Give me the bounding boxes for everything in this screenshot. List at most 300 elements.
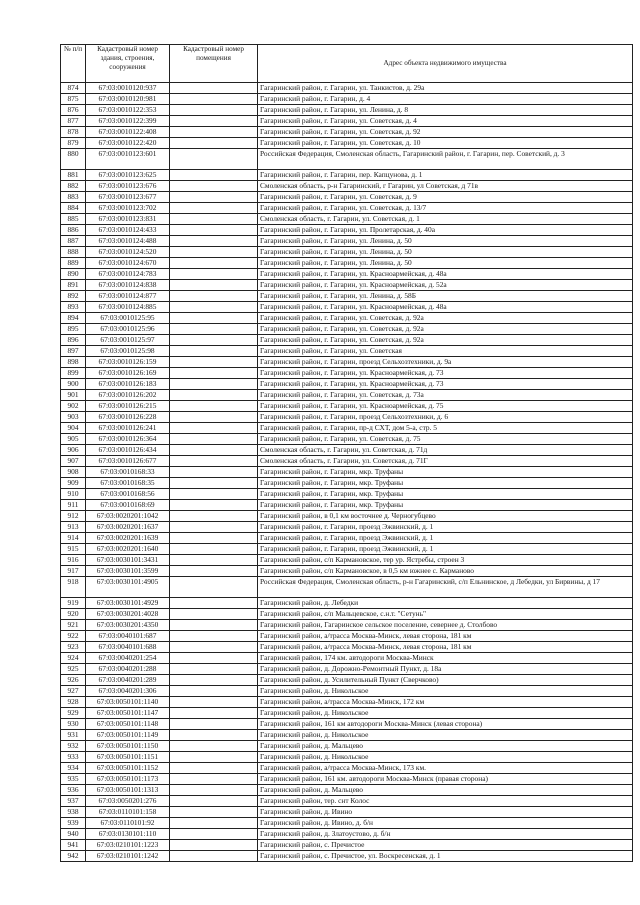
cadastral-building-number: 67:03:0050101:1152 <box>86 763 170 774</box>
table-row <box>61 763 633 774</box>
cadastral-room-number <box>170 500 258 511</box>
row-number: 921 <box>61 620 86 631</box>
cadastral-room-number <box>170 478 258 489</box>
row-number: 895 <box>61 324 86 335</box>
row-number: 883 <box>61 192 86 203</box>
cadastral-room-number <box>170 456 258 467</box>
row-number: 908 <box>61 467 86 478</box>
cadastral-room-number <box>170 203 258 214</box>
property-address: Смоленская область, г. Гагарин, ул. Советская, д. 1 <box>258 214 633 225</box>
property-address: Гагаринский район, г. Гагарин, проезд Эжвинский, д. 1 <box>258 544 633 555</box>
cadastral-building-number: 67:03:0010126:202 <box>86 390 170 401</box>
table-row <box>61 434 633 445</box>
cadastral-room-number <box>170 357 258 368</box>
row-number: 924 <box>61 653 86 664</box>
cadastral-building-number: 67:03:0010120:981 <box>86 94 170 105</box>
row-number: 914 <box>61 533 86 544</box>
table-row <box>61 577 633 598</box>
property-address: Гагаринский район, в 0,1 км восточнее д. Черногубцево <box>258 511 633 522</box>
property-address: Гагаринский район, г. Гагарин, ул. Пролетарская, д. 40а <box>258 225 633 236</box>
cadastral-room-number <box>170 247 258 258</box>
cadastral-room-number <box>170 686 258 697</box>
table-row <box>61 346 633 357</box>
property-address: Гагаринский район, г. Гагарин, ул. Советская, д. 4 <box>258 116 633 127</box>
cadastral-building-number: 67:03:0050101:1151 <box>86 752 170 763</box>
table-row <box>61 236 633 247</box>
property-address: Гагаринский район, г. Гагарин, проезд Сельхозтехники, д. 6 <box>258 412 633 423</box>
table-row <box>61 829 633 840</box>
cadastral-building-number: 67:03:0010124:885 <box>86 302 170 313</box>
row-number: 937 <box>61 796 86 807</box>
table-row <box>61 851 633 862</box>
cadastral-building-number: 67:03:0010125:96 <box>86 324 170 335</box>
property-address: Гагаринский район, г. Гагарин, пр-д СХТ, дом 5-а, стр. 5 <box>258 423 633 434</box>
table-row <box>61 247 633 258</box>
table-row <box>61 357 633 368</box>
cadastral-building-number: 67:03:0050101:1313 <box>86 785 170 796</box>
property-address: Гагаринский район, г. Гагарин, пер. Капцунова, д. 1 <box>258 170 633 181</box>
table-row <box>61 796 633 807</box>
row-number: 934 <box>61 763 86 774</box>
property-address: Гагаринский район, г. Гагарин, ул. Ленина, д. 8 <box>258 105 633 116</box>
property-address: Гагаринский район, г. Гагарин, проезд Сельхозтехники, д. 9а <box>258 357 633 368</box>
row-number: 880 <box>61 149 86 170</box>
property-address: Гагаринский район, г. Гагарин, ул. Красноармейская, д. 75 <box>258 401 633 412</box>
cadastral-room-number <box>170 807 258 818</box>
cadastral-room-number <box>170 280 258 291</box>
table-row <box>61 708 633 719</box>
cadastral-room-number <box>170 192 258 203</box>
table-body <box>61 83 633 862</box>
cadastral-room-number <box>170 335 258 346</box>
row-number: 941 <box>61 840 86 851</box>
table-row <box>61 258 633 269</box>
cadastral-building-number: 67:03:0010123:702 <box>86 203 170 214</box>
cadastral-room-number <box>170 489 258 500</box>
row-number: 876 <box>61 105 86 116</box>
row-number: 920 <box>61 609 86 620</box>
header-cadastral-building: Кадастровый номер здания, строения, сооружения <box>86 45 170 83</box>
cadastral-building-number: 67:03:0050101:1150 <box>86 741 170 752</box>
cadastral-room-number <box>170 445 258 456</box>
table-header-row <box>61 45 633 83</box>
cadastral-room-number <box>170 675 258 686</box>
cadastral-building-number: 67:03:0050201:276 <box>86 796 170 807</box>
cadastral-building-number: 67:03:0010123:625 <box>86 170 170 181</box>
table-row <box>61 555 633 566</box>
property-address: Гагаринский район, г. Гагарин, ул. Ленина, д. 50 <box>258 236 633 247</box>
cadastral-room-number <box>170 719 258 730</box>
row-number: 874 <box>61 83 86 94</box>
property-address: Гагаринский район, г. Гагарин, ул. Советская, д. 13/7 <box>258 203 633 214</box>
cadastral-building-number: 67:03:0010124:838 <box>86 280 170 291</box>
property-address: Гагаринский район, г. Гагарин, ул. Ленина, д. 58Б <box>258 291 633 302</box>
row-number: 897 <box>61 346 86 357</box>
row-number: 885 <box>61 214 86 225</box>
table-row <box>61 566 633 577</box>
cadastral-building-number: 67:03:0020201:1637 <box>86 522 170 533</box>
cadastral-building-number: 67:03:0010120:937 <box>86 83 170 94</box>
property-address: Гагаринский район, д. Ивино <box>258 807 633 818</box>
property-address: Гагаринский район, д. Златоустово, д. б/н <box>258 829 633 840</box>
row-number: 892 <box>61 291 86 302</box>
cadastral-room-number <box>170 236 258 247</box>
cadastral-room-number <box>170 346 258 357</box>
table-row <box>61 324 633 335</box>
table-row <box>61 401 633 412</box>
property-address: Смоленская область, г. Гагарин, ул. Советская, д. 71Г <box>258 456 633 467</box>
cadastral-room-number <box>170 214 258 225</box>
cadastral-room-number <box>170 434 258 445</box>
cadastral-building-number: 67:03:0050101:1147 <box>86 708 170 719</box>
table-row <box>61 203 633 214</box>
property-address: Гагаринский район, г. Гагарин, мкр. Труфаны <box>258 478 633 489</box>
property-address: Гагаринский район, г. Гагарин, ул. Советская, д. 9 <box>258 192 633 203</box>
cadastral-building-number: 67:03:0010123:676 <box>86 181 170 192</box>
table-row <box>61 752 633 763</box>
row-number: 936 <box>61 785 86 796</box>
table-row <box>61 83 633 94</box>
cadastral-building-number: 67:03:0030101:4905 <box>86 577 170 598</box>
cadastral-room-number <box>170 544 258 555</box>
table-row <box>61 774 633 785</box>
cadastral-building-number: 67:03:0020201:1042 <box>86 511 170 522</box>
cadastral-building-number: 67:03:0040101:688 <box>86 642 170 653</box>
table-row <box>61 544 633 555</box>
table-row <box>61 598 633 609</box>
row-number: 939 <box>61 818 86 829</box>
row-number: 916 <box>61 555 86 566</box>
cadastral-building-number: 67:03:0010126:677 <box>86 456 170 467</box>
table-row <box>61 214 633 225</box>
cadastral-room-number <box>170 752 258 763</box>
cadastral-building-number: 67:03:0040101:687 <box>86 631 170 642</box>
table-row <box>61 116 633 127</box>
table-row <box>61 390 633 401</box>
table-row <box>61 170 633 181</box>
table-row <box>61 653 633 664</box>
table-row <box>61 620 633 631</box>
property-address: Российская Федерация, Смоленская область, Гагаринский район, г. Гагарин, пер. Советский, д. 3 <box>258 149 633 170</box>
cadastral-building-number: 67:03:0110101:158 <box>86 807 170 818</box>
cadastral-room-number <box>170 105 258 116</box>
cadastral-room-number <box>170 138 258 149</box>
cadastral-building-number: 67:03:0010124:783 <box>86 269 170 280</box>
cadastral-building-number: 67:03:0010126:159 <box>86 357 170 368</box>
table-row <box>61 412 633 423</box>
property-address: Гагаринский район, г. Гагарин, ул. Советская, д. 92 <box>258 127 633 138</box>
row-number: 890 <box>61 269 86 280</box>
table-row <box>61 818 633 829</box>
table-row <box>61 280 633 291</box>
row-number: 940 <box>61 829 86 840</box>
row-number: 898 <box>61 357 86 368</box>
cadastral-room-number <box>170 467 258 478</box>
cadastral-building-number: 67:03:0050101:1140 <box>86 697 170 708</box>
property-address: Гагаринский район, а/трасса Москва-Минск, 173 км. <box>258 763 633 774</box>
cadastral-room-number <box>170 83 258 94</box>
cadastral-room-number <box>170 302 258 313</box>
cadastral-building-number: 67:03:0010123:677 <box>86 192 170 203</box>
table-row <box>61 785 633 796</box>
property-address: Гагаринский район, с/п Мальцевское, с.н.т. "Сетунь" <box>258 609 633 620</box>
cadastral-building-number: 67:03:0030101:3431 <box>86 555 170 566</box>
property-address: Гагаринский район, а/трасса Москва-Минск, левая сторона, 181 км <box>258 642 633 653</box>
table-row <box>61 138 633 149</box>
cadastral-building-number: 67:03:0010168:35 <box>86 478 170 489</box>
property-address: Гагаринский район, 161 км. автодороги Москва-Минск (правая сторона) <box>258 774 633 785</box>
table-row <box>61 269 633 280</box>
cadastral-building-number: 67:03:0010124:520 <box>86 247 170 258</box>
property-address: Гагаринский район, г. Гагарин, ул. Красноармейская, д. 73 <box>258 379 633 390</box>
table-row <box>61 423 633 434</box>
cadastral-building-number: 67:03:0010125:98 <box>86 346 170 357</box>
cadastral-room-number <box>170 423 258 434</box>
property-address: Гагаринский район, г. Гагарин, ул. Танкистов, д. 29а <box>258 83 633 94</box>
property-address: Гагаринский район, г. Гагарин, ул. Ленина, д. 50 <box>258 247 633 258</box>
property-address: Гагаринский район, д. Ивино, д. б/н <box>258 818 633 829</box>
table-row <box>61 500 633 511</box>
cadastral-room-number <box>170 829 258 840</box>
property-address: Гагаринский район, г. Гагарин, ул. Ленина, д. 50 <box>258 258 633 269</box>
row-number: 887 <box>61 236 86 247</box>
cadastral-building-number: 67:03:0010126:169 <box>86 368 170 379</box>
property-address: Гагаринский район, г. Гагарин, мкр. Труфаны <box>258 467 633 478</box>
cadastral-building-number: 67:03:0010168:56 <box>86 489 170 500</box>
table-row <box>61 730 633 741</box>
cadastral-room-number <box>170 653 258 664</box>
cadastral-building-number: 67:03:0010125:97 <box>86 335 170 346</box>
row-number: 925 <box>61 664 86 675</box>
cadastral-building-number: 67:03:0210101:1242 <box>86 851 170 862</box>
table-row <box>61 807 633 818</box>
row-number: 922 <box>61 631 86 642</box>
table-row <box>61 631 633 642</box>
cadastral-room-number <box>170 390 258 401</box>
cadastral-room-number <box>170 379 258 390</box>
table-row <box>61 664 633 675</box>
cadastral-room-number <box>170 181 258 192</box>
table-row <box>61 642 633 653</box>
cadastral-room-number <box>170 620 258 631</box>
property-address: Гагаринский район, с. Пречистое <box>258 840 633 851</box>
row-number: 938 <box>61 807 86 818</box>
cadastral-room-number <box>170 598 258 609</box>
property-table <box>60 44 633 862</box>
property-address: Гагаринский район, г. Гагарин, ул. Советская, д. 73а <box>258 390 633 401</box>
property-address: Гагаринский район, с/п Кармановское, в 0,5 км южнее с. Карманово <box>258 566 633 577</box>
cadastral-building-number: 67:03:0040201:289 <box>86 675 170 686</box>
table-row <box>61 379 633 390</box>
cadastral-room-number <box>170 127 258 138</box>
cadastral-room-number <box>170 818 258 829</box>
row-number: 878 <box>61 127 86 138</box>
cadastral-building-number: 67:03:0010126:215 <box>86 401 170 412</box>
row-number: 879 <box>61 138 86 149</box>
row-number: 877 <box>61 116 86 127</box>
property-address: Гагаринский район, г. Гагарин, проезд Эжвинский, д. 1 <box>258 522 633 533</box>
cadastral-room-number <box>170 796 258 807</box>
table-row <box>61 741 633 752</box>
cadastral-building-number: 67:03:0010122:353 <box>86 105 170 116</box>
cadastral-building-number: 67:03:0030101:4929 <box>86 598 170 609</box>
property-address: Гагаринский район, д. Мальцево <box>258 741 633 752</box>
row-number: 911 <box>61 500 86 511</box>
table-row <box>61 697 633 708</box>
property-address: Гагаринский район, с. Пречистое, ул. Воскресенская, д. 1 <box>258 851 633 862</box>
row-number: 884 <box>61 203 86 214</box>
cadastral-building-number: 67:03:0020201:1640 <box>86 544 170 555</box>
table-row <box>61 368 633 379</box>
table-row <box>61 511 633 522</box>
table-row <box>61 675 633 686</box>
table-row <box>61 291 633 302</box>
row-number: 882 <box>61 181 86 192</box>
cadastral-room-number <box>170 401 258 412</box>
cadastral-building-number: 67:03:0010122:408 <box>86 127 170 138</box>
table-row <box>61 313 633 324</box>
cadastral-building-number: 67:03:0010124:488 <box>86 236 170 247</box>
row-number: 926 <box>61 675 86 686</box>
table-row <box>61 335 633 346</box>
cadastral-room-number <box>170 313 258 324</box>
property-address: Гагаринский район, г. Гагарин, ул. Красноармейская, д. 48а <box>258 269 633 280</box>
property-register-page <box>60 44 632 862</box>
table-row <box>61 94 633 105</box>
table-row <box>61 105 633 116</box>
row-number: 910 <box>61 489 86 500</box>
table-row <box>61 478 633 489</box>
property-address: Гагаринский район, Гагаринское сельское поселение, севернее д. Столбово <box>258 620 633 631</box>
cadastral-building-number: 67:03:0010126:241 <box>86 423 170 434</box>
cadastral-room-number <box>170 149 258 170</box>
property-address: Гагаринский район, тер. снт Колос <box>258 796 633 807</box>
table-row <box>61 149 633 170</box>
row-number: 875 <box>61 94 86 105</box>
property-address: Гагаринский район, д. Никольское <box>258 686 633 697</box>
cadastral-room-number <box>170 840 258 851</box>
row-number: 886 <box>61 225 86 236</box>
table-row <box>61 127 633 138</box>
cadastral-building-number: 67:03:0130101:110 <box>86 829 170 840</box>
property-address: Гагаринский район, г. Гагарин, ул. Советская, д. 92а <box>258 324 633 335</box>
row-number: 913 <box>61 522 86 533</box>
cadastral-room-number <box>170 555 258 566</box>
table-row <box>61 719 633 730</box>
cadastral-building-number: 67:03:0030101:3599 <box>86 566 170 577</box>
cadastral-room-number <box>170 225 258 236</box>
property-address: Гагаринский район, г. Гагарин, проезд Эжвинский, д. 1 <box>258 533 633 544</box>
property-address: Смоленская область, р-н Гагаринский, г Гагарин, ул Советская, д 71в <box>258 181 633 192</box>
header-num: № п/п <box>61 45 86 83</box>
row-number: 919 <box>61 598 86 609</box>
property-address: Гагаринский район, г. Гагарин, ул. Красноармейская, д. 48а <box>258 302 633 313</box>
cadastral-room-number <box>170 324 258 335</box>
cadastral-building-number: 67:03:0030201:4028 <box>86 609 170 620</box>
table-row <box>61 192 633 203</box>
cadastral-building-number: 67:03:0110101:92 <box>86 818 170 829</box>
cadastral-room-number <box>170 258 258 269</box>
row-number: 889 <box>61 258 86 269</box>
cadastral-room-number <box>170 642 258 653</box>
property-address: Гагаринский район, г. Гагарин, ул. Красноармейская, д. 73 <box>258 368 633 379</box>
row-number: 927 <box>61 686 86 697</box>
property-address: Российская Федерация, Смоленская область, р-н Гагаринский, с/п Ельнинское, д Лебедки, ул Бирвины, д 17 <box>258 577 633 598</box>
property-address: Смоленская область, г. Гагарин, ул. Советская, д. 71д <box>258 445 633 456</box>
cadastral-building-number: 67:03:0010122:420 <box>86 138 170 149</box>
cadastral-building-number: 67:03:0020201:1639 <box>86 533 170 544</box>
row-number: 942 <box>61 851 86 862</box>
property-address: Гагаринский район, д. Лебедки <box>258 598 633 609</box>
property-address: Гагаринский район, д. Никольское <box>258 730 633 741</box>
cadastral-building-number: 67:03:0010123:831 <box>86 214 170 225</box>
cadastral-building-number: 67:03:0010126:183 <box>86 379 170 390</box>
cadastral-room-number <box>170 566 258 577</box>
row-number: 912 <box>61 511 86 522</box>
cadastral-room-number <box>170 785 258 796</box>
cadastral-room-number <box>170 609 258 620</box>
property-address: Гагаринский район, а/трасса Москва-Минск, 172 км <box>258 697 633 708</box>
cadastral-room-number <box>170 291 258 302</box>
row-number: 905 <box>61 434 86 445</box>
cadastral-building-number: 67:03:0040201:288 <box>86 664 170 675</box>
row-number: 915 <box>61 544 86 555</box>
header-cadastral-room: Кадастровый номер помещения <box>170 45 258 83</box>
property-address: Гагаринский район, д. Никольское <box>258 708 633 719</box>
row-number: 929 <box>61 708 86 719</box>
cadastral-building-number: 67:03:0010124:433 <box>86 225 170 236</box>
row-number: 900 <box>61 379 86 390</box>
cadastral-room-number <box>170 741 258 752</box>
property-address: Гагаринский район, с/п Кармановское, тер ур. Ястребы, строен 3 <box>258 555 633 566</box>
cadastral-building-number: 67:03:0010125:95 <box>86 313 170 324</box>
cadastral-room-number <box>170 170 258 181</box>
cadastral-room-number <box>170 730 258 741</box>
cadastral-building-number: 67:03:0050101:1173 <box>86 774 170 785</box>
property-address: Гагаринский район, г. Гагарин, ул. Советская <box>258 346 633 357</box>
cadastral-room-number <box>170 697 258 708</box>
table-row <box>61 456 633 467</box>
table-row <box>61 181 633 192</box>
row-number: 902 <box>61 401 86 412</box>
cadastral-room-number <box>170 774 258 785</box>
row-number: 899 <box>61 368 86 379</box>
row-number: 930 <box>61 719 86 730</box>
cadastral-building-number: 67:03:0050101:1149 <box>86 730 170 741</box>
row-number: 901 <box>61 390 86 401</box>
cadastral-building-number: 67:03:0010123:601 <box>86 149 170 170</box>
cadastral-building-number: 67:03:0040201:306 <box>86 686 170 697</box>
cadastral-building-number: 67:03:0010124:670 <box>86 258 170 269</box>
property-address: Гагаринский район, а/трасса Москва-Минск, левая сторона, 181 км <box>258 631 633 642</box>
table-row <box>61 302 633 313</box>
row-number: 909 <box>61 478 86 489</box>
cadastral-room-number <box>170 116 258 127</box>
property-address: Гагаринский район, д. Мальцево <box>258 785 633 796</box>
cadastral-room-number <box>170 94 258 105</box>
row-number: 893 <box>61 302 86 313</box>
table-row <box>61 489 633 500</box>
cadastral-room-number <box>170 269 258 280</box>
table-row <box>61 225 633 236</box>
cadastral-room-number <box>170 664 258 675</box>
row-number: 932 <box>61 741 86 752</box>
table-row <box>61 522 633 533</box>
property-address: Гагаринский район, г. Гагарин, ул. Советская, д. 92а <box>258 313 633 324</box>
cadastral-building-number: 67:03:0040201:254 <box>86 653 170 664</box>
property-address: Гагаринский район, г. Гагарин, мкр. Труфаны <box>258 500 633 511</box>
row-number: 918 <box>61 577 86 598</box>
